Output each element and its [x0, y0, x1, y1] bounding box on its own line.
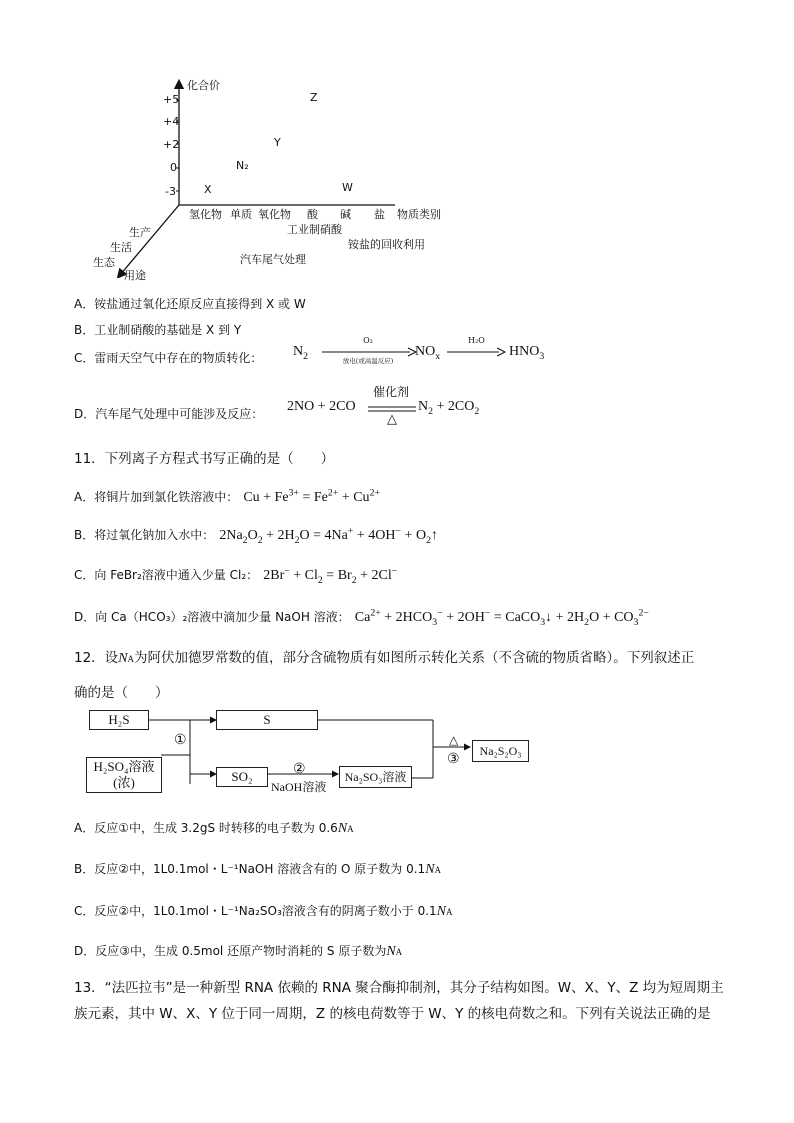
box-line: (浓) [113, 775, 135, 790]
q12-stem-line2: 确的是（ ） [74, 685, 169, 701]
y-tick: +4 [163, 115, 180, 128]
x-category: 酸 [307, 208, 318, 221]
usage-label: 工业制硝酸 [287, 223, 342, 236]
x-category: 单质 [230, 208, 252, 221]
option-text: A．将铜片加到氯化铁溶液中： [74, 490, 239, 504]
point-y: Y [274, 136, 281, 149]
q11-stem: 11．下列离子方程式书写正确的是（ ） [74, 451, 335, 467]
arrow-under: 放电(或高温反应) [342, 357, 394, 365]
option-text: C．雷雨天空气中存在的物质转化： [74, 351, 263, 365]
arrow-icon [447, 347, 507, 357]
reagent-naoh: NaOH溶液 [271, 780, 327, 794]
box-h2s: H₂S [89, 710, 149, 730]
usage-label: 汽车尾气处理 [240, 253, 306, 266]
x-category: 氢化物 [189, 208, 222, 221]
box-h2so4 [86, 757, 162, 793]
q10-option-a: A．铵盐通过氧化还原反应直接得到 X 或 W [74, 297, 306, 311]
q11-option-d: D．向 Ca（HCO₃）₂溶液中滴加少量 NaOH 溶液： $Ca^{2+} + 2HCO_3^- + 2OH^-$ = CaCO$_3$↓ + $2H_2O + CO_3^{2-}$ [74, 607, 649, 628]
z-axis-label: 用途 [124, 269, 146, 282]
option-text: A．反应①中，生成 3.2gS 时转移的电子数为 0.6 [74, 821, 338, 835]
use-label: 生产 [129, 226, 151, 239]
option-text: D．向 Ca（HCO₃）₂溶液中滴加少量 NaOH 溶液： [74, 610, 350, 624]
stem-text: 12．设 [74, 650, 119, 666]
q11-option-a: A．将铜片加到氯化铁溶液中： $Cu + Fe^{3+} = Fe^{2+} + Cu^{2+}$ [74, 487, 380, 505]
step-2-label: ② [293, 761, 306, 777]
box-na2so3: Na₂SO₃溶液 [339, 766, 412, 788]
use-label: 生态 [93, 256, 115, 269]
y-tick: 0 [170, 161, 177, 174]
condition-under: △ [387, 412, 397, 427]
use-label: 生活 [110, 241, 132, 254]
option-text: B．将过氧化钠加入水中： [74, 528, 215, 542]
q12-option-a: A．反应①中，生成 3.2gS 时转移的电子数为 0.6NA [74, 821, 354, 836]
box-s: S [216, 710, 318, 730]
condition-over: 催化剂 [372, 385, 409, 399]
option-text: B．反应②中，1L0.1mol・L⁻¹NaOH 溶液含有的 O 原子数为 0.1 [74, 862, 426, 876]
option-text: C．向 FeBr₂溶液中通入少量 Cl₂： [74, 568, 259, 582]
q12-stem-line1: 12．设NA为阿伏加德罗常数的值，部分含硫物质有如图所示转化关系（不含硫的物质省略）。下列叙述正 [74, 650, 695, 666]
option-text: C．反应②中，1L0.1mol・L⁻¹Na₂SO₃溶液含有的阴离子数小于 0.1 [74, 904, 437, 918]
point-x: X [204, 183, 212, 196]
y-tick: +5 [163, 93, 180, 106]
box-line: H₂SO₄溶液 [93, 759, 155, 774]
point-w: W [342, 181, 353, 194]
option-text: D．汽车尾气处理中可能涉及反应： [74, 407, 264, 421]
option-text: D．反应③中，生成 0.5mol 还原产物时消耗的 S 原子数为 [74, 944, 387, 958]
x-category: 盐 [374, 208, 385, 221]
q12-option-d: D．反应③中，生成 0.5mol 还原产物时消耗的 S 原子数为NA [74, 944, 403, 959]
x-axis-label: 物质类别 [397, 208, 441, 221]
x-category: 碱 [340, 208, 351, 221]
stem-text: 为阿伏加德罗常数的值，部分含硫物质有如图所示转化关系（不含硫的物质省略）。下列叙述正 [134, 650, 695, 666]
step-3-label: ③ [447, 751, 460, 767]
q11-option-c: C．向 FeBr₂溶液中通入少量 Cl₂： $2Br^- + Cl_2 = Br_2 + 2Cl^-$ [74, 565, 398, 586]
box-so2: SO₂ [216, 767, 268, 787]
x-category: 氧化物 [258, 208, 291, 221]
arrow-icon [322, 347, 418, 357]
point-n2: N₂ [236, 159, 249, 172]
arrow-over: H₂O [468, 336, 485, 345]
q10-option-b: B．工业制硝酸的基础是 X 到 Y [74, 323, 242, 337]
y-tick: +2 [163, 138, 180, 151]
usage-label: 铵盐的回收利用 [348, 238, 425, 251]
step-3-heat: △ [449, 733, 459, 747]
q13-stem-line2: 族元素，其中 W、X、Y 位于同一周期，Z 的核电荷数等于 W、Y 的核电荷数之和。下列有关说法正确的是 [74, 1006, 711, 1022]
point-z: Z [310, 91, 318, 104]
q10-option-d: D．汽车尾气处理中可能涉及反应： 2NO + 2CO 催化剂 △ $N_2 + 2CO_2$ [74, 385, 480, 427]
q10-option-c: C．雷雨天空气中存在的物质转化： $N_2$ O₂ 放电(或高温反应) $NO_x$ H₂O $HNO_3$ [74, 336, 545, 365]
q13-stem-line1: 13．“法匹拉韦”是一种新型 RNA 依赖的 RNA 聚合酶抑制剂，其分子结构如图。W、X、Y、Z 均为短周期主 [74, 980, 724, 996]
y-axis-label: 化合价 [187, 79, 220, 92]
box-na2s2o3: Na₂S₂O₃ [472, 740, 529, 762]
arrow-over: O₂ [363, 336, 373, 345]
q11-option-b: B．将过氧化钠加入水中： $2Na_2O_2 + 2H_2O = 4Na^+ + 4OH^-$ + $O_2↑$ [74, 525, 438, 546]
q12-option-b: B．反应②中，1L0.1mol・L⁻¹NaOH 溶液含有的 O 原子数为 0.1NA [74, 862, 442, 877]
y-tick: -3 [165, 185, 176, 198]
step-1-label: ① [174, 732, 187, 748]
q12-option-c: C．反应②中，1L0.1mol・L⁻¹Na₂SO₃溶液含有的阴离子数小于 0.1NA [74, 904, 453, 919]
